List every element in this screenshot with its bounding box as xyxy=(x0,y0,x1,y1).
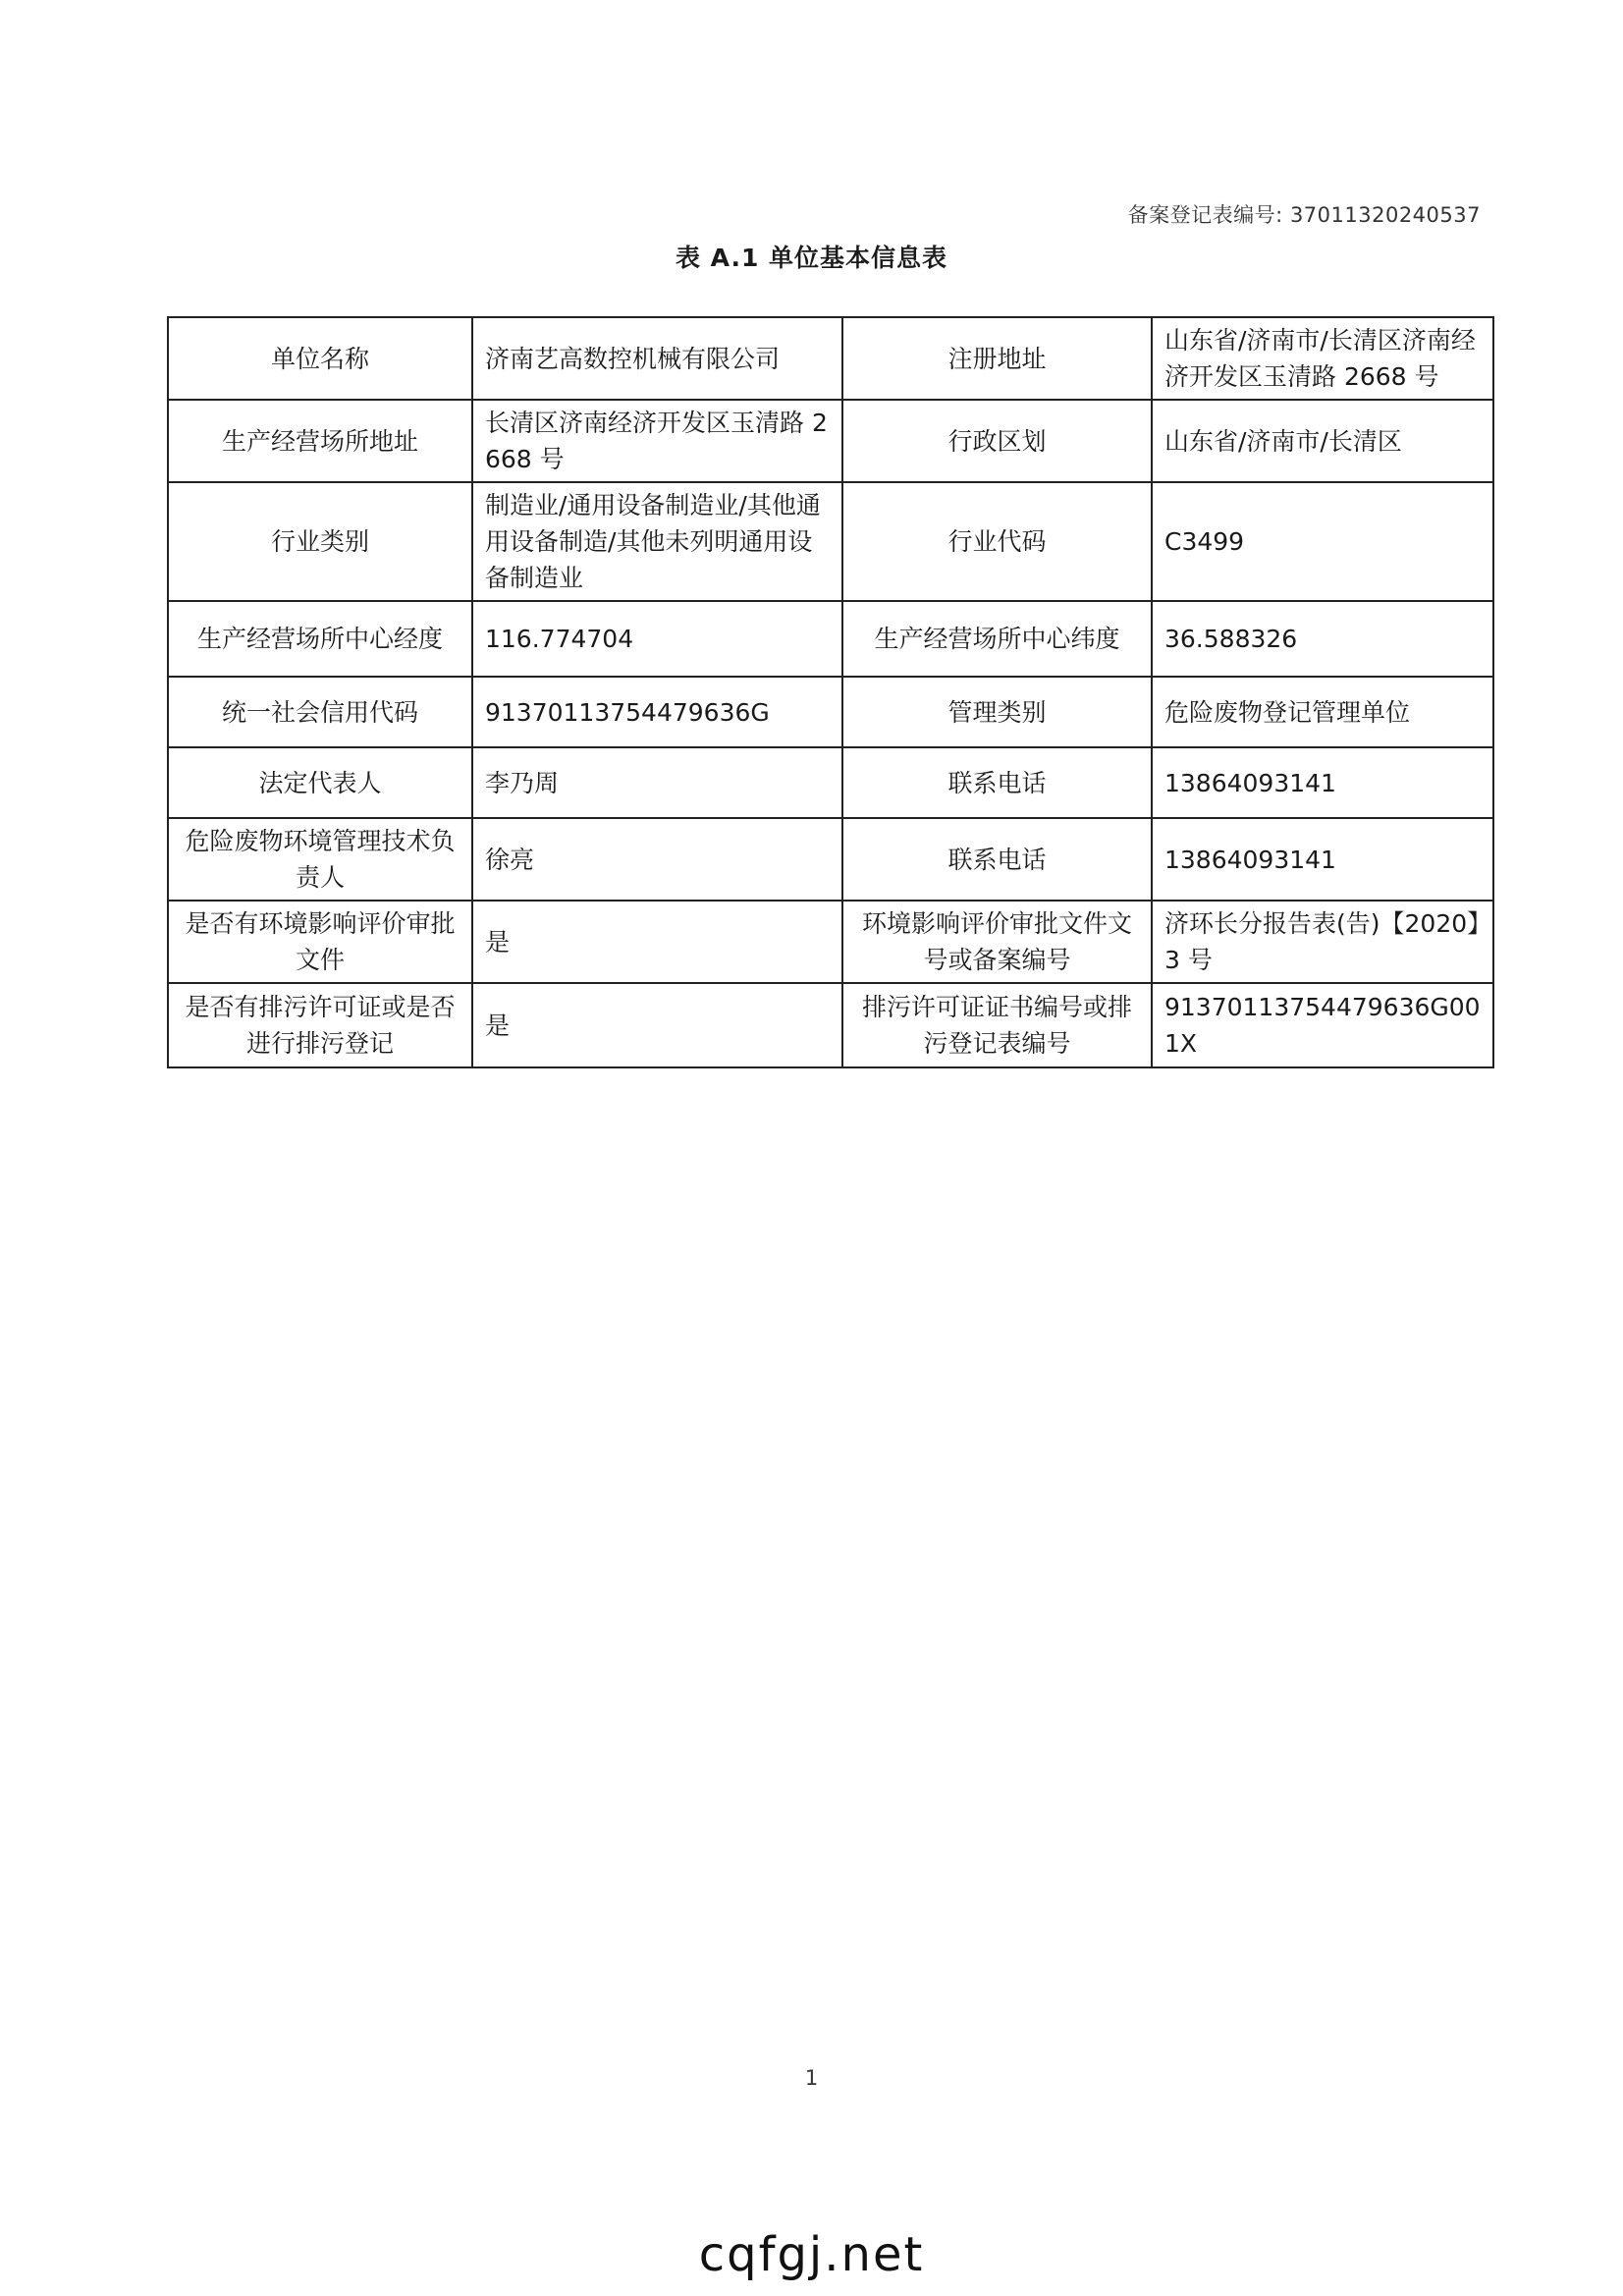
field-value: 山东省/济南市/长清区济南经济开发区玉清路 2668 号 xyxy=(1152,317,1493,400)
field-value: 济环长分报告表(告)【2020】3 号 xyxy=(1152,901,1493,983)
field-value: 13864093141 xyxy=(1152,818,1493,901)
field-label: 注册地址 xyxy=(842,317,1152,400)
field-label: 排污许可证证书编号或排污登记表编号 xyxy=(842,983,1152,1067)
field-value: 徐亮 xyxy=(472,818,842,901)
field-label: 是否有排污许可证或是否进行排污登记 xyxy=(168,983,472,1067)
field-value: 李乃周 xyxy=(472,747,842,818)
field-value: 危险废物登记管理单位 xyxy=(1152,677,1493,747)
watermark-text: cqfgj.net xyxy=(698,2227,925,2282)
table-title: 表 A.1 单位基本信息表 xyxy=(675,244,948,272)
field-label: 行政区划 xyxy=(842,400,1152,482)
field-label: 环境影响评价审批文件文号或备案编号 xyxy=(842,901,1152,983)
field-value: 91370113754479636G001X xyxy=(1152,983,1493,1067)
field-value: 36.588326 xyxy=(1152,601,1493,677)
field-value: C3499 xyxy=(1152,482,1493,601)
table-row xyxy=(168,317,1493,400)
table-row xyxy=(168,747,1493,818)
field-label: 联系电话 xyxy=(842,747,1152,818)
field-value: 13864093141 xyxy=(1152,747,1493,818)
field-label: 统一社会信用代码 xyxy=(168,677,472,747)
table-row xyxy=(168,677,1493,747)
table-row xyxy=(168,601,1493,677)
field-value: 是 xyxy=(472,901,842,983)
table-row xyxy=(168,482,1493,601)
registration-number-line xyxy=(1128,199,1481,229)
table-row xyxy=(168,901,1493,983)
field-value: 116.774704 xyxy=(472,601,842,677)
field-value: 济南艺高数控机械有限公司 xyxy=(472,317,842,400)
field-label: 生产经营场所地址 xyxy=(168,400,472,482)
field-label: 管理类别 xyxy=(842,677,1152,747)
field-label: 行业类别 xyxy=(168,482,472,601)
field-value: 是 xyxy=(472,983,842,1067)
field-value: 91370113754479636G xyxy=(472,677,842,747)
registration-label: 备案登记表编号: xyxy=(1127,203,1283,227)
table-row xyxy=(168,818,1493,901)
field-label: 生产经营场所中心纬度 xyxy=(842,601,1152,677)
field-label: 危险废物环境管理技术负责人 xyxy=(168,818,472,901)
field-value: 山东省/济南市/长清区 xyxy=(1152,400,1493,482)
field-label: 是否有环境影响评价审批文件 xyxy=(168,901,472,983)
table-row xyxy=(168,400,1493,482)
registration-number: 37011320240537 xyxy=(1289,203,1481,227)
field-label: 单位名称 xyxy=(168,317,472,400)
table-row xyxy=(168,983,1493,1067)
field-value: 制造业/通用设备制造业/其他通用设备制造/其他未列明通用设备制造业 xyxy=(472,482,842,601)
field-label: 生产经营场所中心经度 xyxy=(168,601,472,677)
field-label: 行业代码 xyxy=(842,482,1152,601)
page-number: 1 xyxy=(804,2066,819,2090)
unit-info-table xyxy=(167,316,1494,1068)
field-label: 法定代表人 xyxy=(168,747,472,818)
field-label: 联系电话 xyxy=(842,818,1152,901)
field-value: 长清区济南经济开发区玉清路 2668 号 xyxy=(472,400,842,482)
